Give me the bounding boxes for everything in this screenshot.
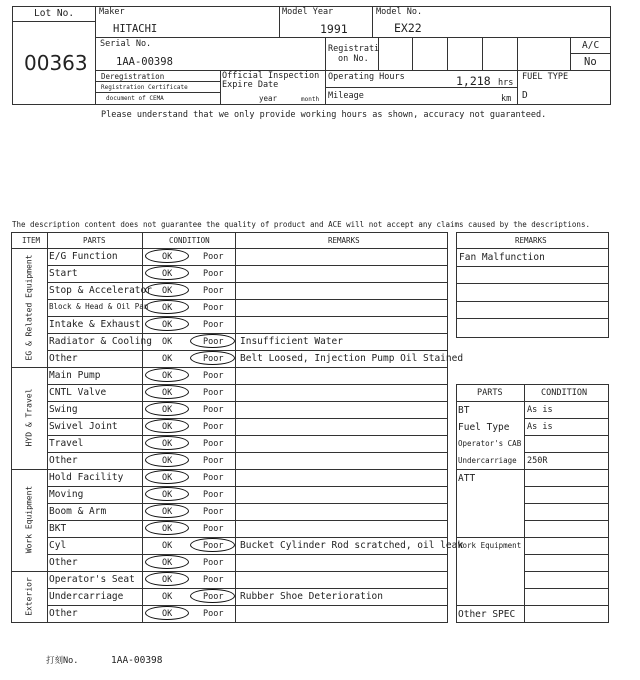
poor-option: Poor: [203, 269, 224, 279]
part-name: Moving: [49, 489, 84, 500]
poor-option: Poor: [203, 286, 224, 296]
part-name: Other: [49, 353, 78, 364]
side-parts-divider: [524, 486, 609, 487]
poor-option: Poor: [203, 473, 224, 483]
document-cema-label: document of CEMA: [106, 95, 164, 102]
ac-label: A/C: [582, 40, 600, 51]
group-label: Exterior: [24, 576, 34, 616]
part-name: Other: [49, 455, 78, 466]
row-divider: [47, 554, 448, 555]
poor-option: Poor: [203, 337, 224, 347]
col-condition-header: CONDITION: [169, 236, 210, 245]
part-name: Travel: [49, 438, 84, 449]
ok-selected-oval: [145, 283, 189, 297]
poor-option: Poor: [203, 558, 224, 568]
side-part-condition: As is: [527, 422, 553, 432]
hrs-unit: hrs: [498, 78, 514, 88]
group-label: EG & Related Equipment: [24, 254, 34, 360]
model-year-value: 1991: [320, 22, 348, 36]
group-divider: [11, 367, 448, 368]
ok-selected-oval: [145, 606, 189, 620]
col-item-header: ITEM: [22, 236, 41, 245]
row-divider: [47, 333, 448, 334]
part-name: Radiator & Cooling: [49, 336, 152, 347]
registration-label-2: on No.: [338, 54, 369, 64]
poor-option: Poor: [203, 371, 224, 381]
ok-selected-oval: [145, 453, 189, 467]
row-divider: [47, 265, 448, 266]
hours-note: Please understand that we only provide working hours as shown, accuracy not guaranteed.: [101, 110, 547, 120]
ok-option: OK: [162, 337, 173, 347]
ok-option: OK: [162, 286, 173, 296]
row-divider: [47, 401, 448, 402]
registration-certificate-label: Registration Certificate: [101, 84, 188, 91]
month-label: month: [301, 96, 320, 103]
ok-option: OK: [162, 507, 173, 517]
ok-selected-oval: [145, 249, 189, 263]
side-part-name: ATT: [458, 473, 476, 484]
poor-option: Poor: [203, 456, 224, 466]
ok-option: OK: [162, 524, 173, 534]
row-divider: [47, 537, 448, 538]
group-label: Work Equipment: [24, 485, 34, 554]
fuel-type-value: D: [522, 90, 528, 101]
part-name: Swivel Joint: [49, 421, 118, 432]
disclaimer: The description content does not guarantee the quality of product and ACE will not accept any claims caused by the descriptions.: [12, 220, 590, 229]
maker-label: Maker: [99, 7, 125, 17]
part-name: E/G Function: [49, 251, 118, 262]
row-divider: [47, 350, 448, 351]
part-name: Other: [49, 608, 78, 619]
poor-selected-oval: [190, 589, 235, 603]
side-part-name: Fuel Type: [458, 422, 510, 433]
deregistration-label: Deregistration: [101, 72, 165, 81]
ok-selected-oval: [145, 300, 189, 314]
part-name: Operator's Seat: [49, 574, 135, 585]
part-name: BKT: [49, 523, 67, 534]
poor-option: Poor: [203, 252, 224, 262]
model-no-value: EX22: [394, 21, 422, 35]
poor-option: Poor: [203, 507, 224, 517]
side-parts-divider: [524, 435, 609, 436]
remark-text: Belt Loosed, Injection Pump Oil Stained: [240, 353, 464, 364]
side-remarks-divider: [456, 266, 609, 267]
side-part-name: Work Equipment: [458, 541, 522, 550]
side-parts-divider: [524, 503, 609, 504]
ok-selected-oval: [145, 436, 189, 450]
poor-option: Poor: [203, 405, 224, 415]
poor-option: Poor: [203, 541, 224, 551]
ok-option: OK: [162, 558, 173, 568]
ok-selected-oval: [145, 487, 189, 501]
ok-option: OK: [162, 303, 173, 313]
row-divider: [47, 299, 448, 300]
row-divider: [47, 605, 448, 606]
part-name: Undercarriage: [49, 591, 124, 602]
ok-option: OK: [162, 609, 173, 619]
row-divider: [47, 418, 448, 419]
side-part-name: Other SPEC: [458, 609, 516, 620]
ok-option: OK: [162, 269, 173, 279]
side-part-name: Operator's CAB: [458, 439, 522, 448]
ok-option: OK: [162, 371, 173, 381]
part-name: Stop & Accelerator: [49, 285, 152, 296]
poor-option: Poor: [203, 490, 224, 500]
ok-selected-oval: [145, 266, 189, 280]
part-name: Intake & Exhaust: [49, 319, 141, 330]
row-divider: [47, 520, 448, 521]
row-divider: [47, 486, 448, 487]
part-name: Boom & Arm: [49, 506, 107, 517]
side-remark-line: Fan Malfunction: [459, 252, 545, 263]
poor-option: Poor: [203, 422, 224, 432]
poor-option: Poor: [203, 609, 224, 619]
year-label: year: [259, 94, 278, 103]
ok-selected-oval: [145, 504, 189, 518]
col-parts-header: PARTS: [83, 236, 106, 245]
side-part-name: Undercarriage: [458, 456, 517, 465]
ok-option: OK: [162, 405, 173, 415]
ok-option: OK: [162, 252, 173, 262]
ac-value: No: [584, 56, 597, 68]
col-remarks-header: REMARKS: [328, 236, 360, 245]
model-no-label: Model No.: [376, 7, 423, 17]
group-divider: [11, 571, 448, 572]
poor-option: Poor: [203, 575, 224, 585]
ok-selected-oval: [145, 470, 189, 484]
part-name: Block & Head & Oil Pan: [49, 302, 149, 311]
poor-option: Poor: [203, 303, 224, 313]
row-divider: [47, 384, 448, 385]
engraved-no-value: 1AA-00398: [111, 655, 163, 666]
part-name: Hold Facility: [49, 472, 124, 483]
poor-option: Poor: [203, 524, 224, 534]
ok-selected-oval: [145, 385, 189, 399]
ok-option: OK: [162, 473, 173, 483]
ok-option: OK: [162, 320, 173, 330]
part-name: Other: [49, 557, 78, 568]
row-divider: [47, 452, 448, 453]
part-name: Start: [49, 268, 78, 279]
part-name: Swing: [49, 404, 78, 415]
ok-option: OK: [162, 439, 173, 449]
ok-option: OK: [162, 592, 173, 602]
ok-option: OK: [162, 456, 173, 466]
operating-hours-label: Operating Hours: [328, 72, 405, 82]
side-parts-divider: [524, 554, 609, 555]
ok-selected-oval: [145, 419, 189, 433]
remark-text: Rubber Shoe Deterioration: [240, 591, 383, 602]
side-parts-divider: [524, 588, 609, 589]
operating-hours-value: 1,218: [456, 74, 491, 88]
ok-option: OK: [162, 490, 173, 500]
side-parts-divider: [456, 469, 609, 470]
ok-selected-oval: [145, 368, 189, 382]
group-divider: [11, 469, 448, 470]
side-remarks-divider: [456, 318, 609, 319]
side-parts-divider: [524, 418, 609, 419]
poor-selected-oval: [190, 538, 235, 552]
side-parts-divider: [524, 520, 609, 521]
poor-option: Poor: [203, 320, 224, 330]
row-divider: [47, 503, 448, 504]
side-remarks-header: REMARKS: [515, 236, 547, 245]
fuel-type-label: FUEL TYPE: [522, 72, 569, 82]
serial-value: 1AA-00398: [116, 56, 173, 68]
mileage-label: Mileage: [328, 91, 364, 101]
side-parts-header: PARTS: [477, 388, 503, 398]
row-divider: [47, 316, 448, 317]
lot-label: Lot No.: [34, 8, 75, 19]
poor-selected-oval: [190, 351, 235, 365]
side-parts-header-divider: [456, 401, 609, 402]
ok-selected-oval: [145, 402, 189, 416]
km-unit: km: [501, 94, 512, 104]
group-label: HYD & Travel: [24, 388, 34, 447]
row-divider: [47, 588, 448, 589]
part-name: CNTL Valve: [49, 387, 107, 398]
side-parts-divider: [524, 452, 609, 453]
ok-selected-oval: [145, 555, 189, 569]
poor-selected-oval: [190, 334, 235, 348]
side-condition-header: CONDITION: [541, 388, 588, 398]
lot-number: 00363: [24, 51, 88, 75]
side-parts-divider: [456, 537, 609, 538]
ok-option: OK: [162, 541, 173, 551]
row-divider: [47, 435, 448, 436]
part-name: Cyl: [49, 540, 67, 551]
side-parts-divider: [524, 571, 609, 572]
poor-option: Poor: [203, 388, 224, 398]
ok-selected-oval: [145, 317, 189, 331]
ok-option: OK: [162, 354, 173, 364]
poor-option: Poor: [203, 354, 224, 364]
side-part-name: BT: [458, 405, 470, 416]
poor-option: Poor: [203, 592, 224, 602]
poor-option: Poor: [203, 439, 224, 449]
part-name: Main Pump: [49, 370, 101, 381]
serial-label: Serial No.: [100, 39, 152, 49]
ok-selected-oval: [145, 572, 189, 586]
side-parts-divider: [456, 605, 609, 606]
row-divider: [47, 282, 448, 283]
inspection-label-2: Expire Date: [222, 80, 279, 90]
ok-selected-oval: [145, 521, 189, 535]
remark-text: Bucket Cylinder Rod scratched, oil leak: [240, 540, 464, 551]
ok-option: OK: [162, 422, 173, 432]
ok-option: OK: [162, 575, 173, 585]
remark-text: Insufficient Water: [240, 336, 343, 347]
side-remarks-divider: [456, 283, 609, 284]
side-part-condition: 250R: [527, 456, 548, 466]
registration-label-1: Registrati: [328, 44, 380, 54]
side-remarks-divider: [456, 301, 609, 302]
inspection-label-1: Official Inspection: [222, 71, 320, 81]
ok-option: OK: [162, 388, 173, 398]
model-year-label: Model Year: [282, 7, 334, 17]
side-part-condition: As is: [527, 405, 553, 415]
engraved-no-label: 打刻No.: [46, 656, 79, 666]
maker-value: HITACHI: [113, 23, 158, 35]
